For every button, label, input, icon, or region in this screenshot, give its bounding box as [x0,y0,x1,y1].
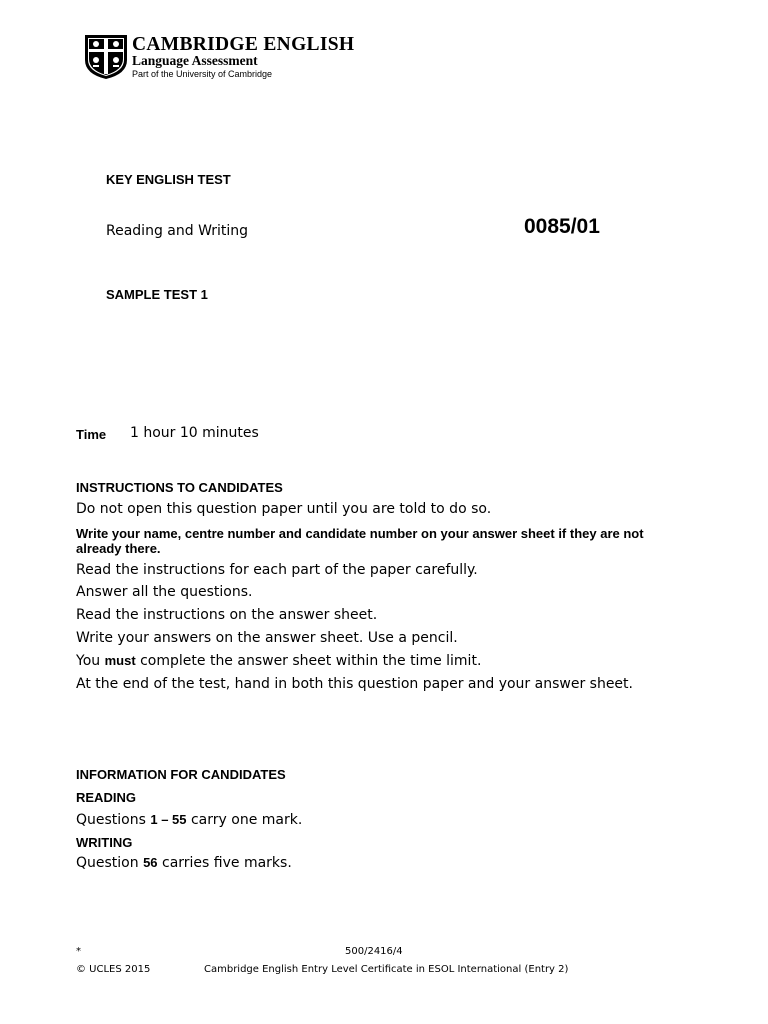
text-fragment: Questions [76,812,151,828]
writing-marks [76,855,292,871]
logo-title: CAMBRIDGE ENGLISH [132,34,355,55]
instruction-line: Answer all the questions. [76,584,253,600]
instruction-line: Read the instructions for each part of the paper carefully. [76,562,478,578]
information-heading: INFORMATION FOR CANDIDATES [76,767,286,782]
instructions-heading: INSTRUCTIONS TO CANDIDATES [76,480,283,495]
text-fragment: You [76,653,105,669]
instruction-line: Do not open this question paper until you are told to do so. [76,501,492,517]
sample-test-label: SAMPLE TEST 1 [106,287,208,302]
footer-copyright: © UCLES 2015 [76,964,151,975]
exam-name: KEY ENGLISH TEST [106,172,231,187]
cambridge-crest-icon [84,34,128,80]
text-fragment: carry one mark. [186,812,303,828]
logo-tagline: Part of the University of Cambridge [132,69,273,79]
footer-certificate: Cambridge English Entry Level Certificate in ESOL International (Entry 2) [204,964,569,975]
instruction-line: At the end of the test, hand in both this question paper and your answer sheet. [76,676,633,692]
reading-marks [76,812,302,828]
emphasis-must: must [104,653,136,668]
instruction-line: Write your answers on the answer sheet. Use a pencil. [76,630,458,646]
instruction-line [76,653,481,669]
time-value: 1 hour 10 minutes [130,425,259,441]
text-fragment: complete the answer sheet within the time limit. [135,653,482,669]
time-label: Time [76,427,107,442]
question-number: 56 [143,855,158,870]
instruction-line-bold: Write your name, centre number and candidate number on your answer sheet if they are not already there. [76,526,644,556]
paper-title: Reading and Writing [106,223,249,239]
instruction-line: Read the instructions on the answer sheet. [76,607,378,623]
text-fragment: carries five marks. [157,855,292,871]
writing-heading: WRITING [76,835,133,850]
footer-star: * [76,946,81,957]
footer-reference: 500/2416/4 [345,946,403,957]
question-range: 1 – 55 [150,812,187,827]
logo-subtitle: Language Assessment [132,53,258,68]
paper-code: 0085/01 [524,215,600,238]
text-fragment: Question [76,855,144,871]
reading-heading: READING [76,790,136,805]
